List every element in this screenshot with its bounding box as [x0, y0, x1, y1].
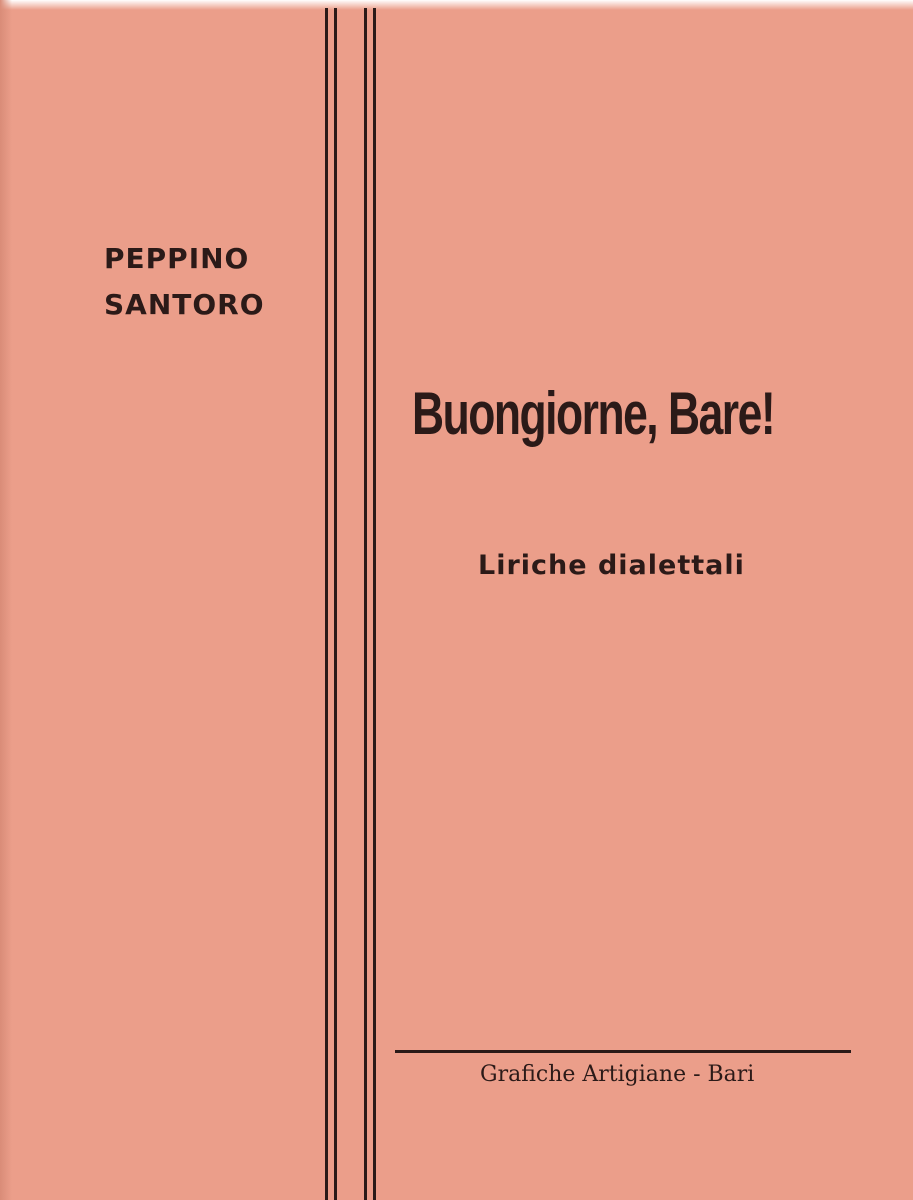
- cover-spine-shadow: [0, 0, 12, 1200]
- vertical-rule-left-2: [334, 8, 337, 1200]
- author-last-name: SANTORO: [104, 288, 265, 321]
- vertical-rule-left-1: [325, 8, 328, 1200]
- author-first-name: PEPPINO: [104, 242, 250, 275]
- book-subtitle: Liriche dialettali: [478, 550, 745, 581]
- cover-top-edge: [0, 0, 913, 10]
- publisher-rule: [395, 1050, 851, 1053]
- vertical-rule-right-1: [364, 8, 367, 1200]
- publisher-name: Grafiche Artigiane - Bari: [480, 1062, 755, 1087]
- vertical-rule-right-2: [373, 8, 376, 1200]
- book-title: Buongiorne, Bare!: [412, 380, 775, 447]
- author-name: [104, 236, 265, 328]
